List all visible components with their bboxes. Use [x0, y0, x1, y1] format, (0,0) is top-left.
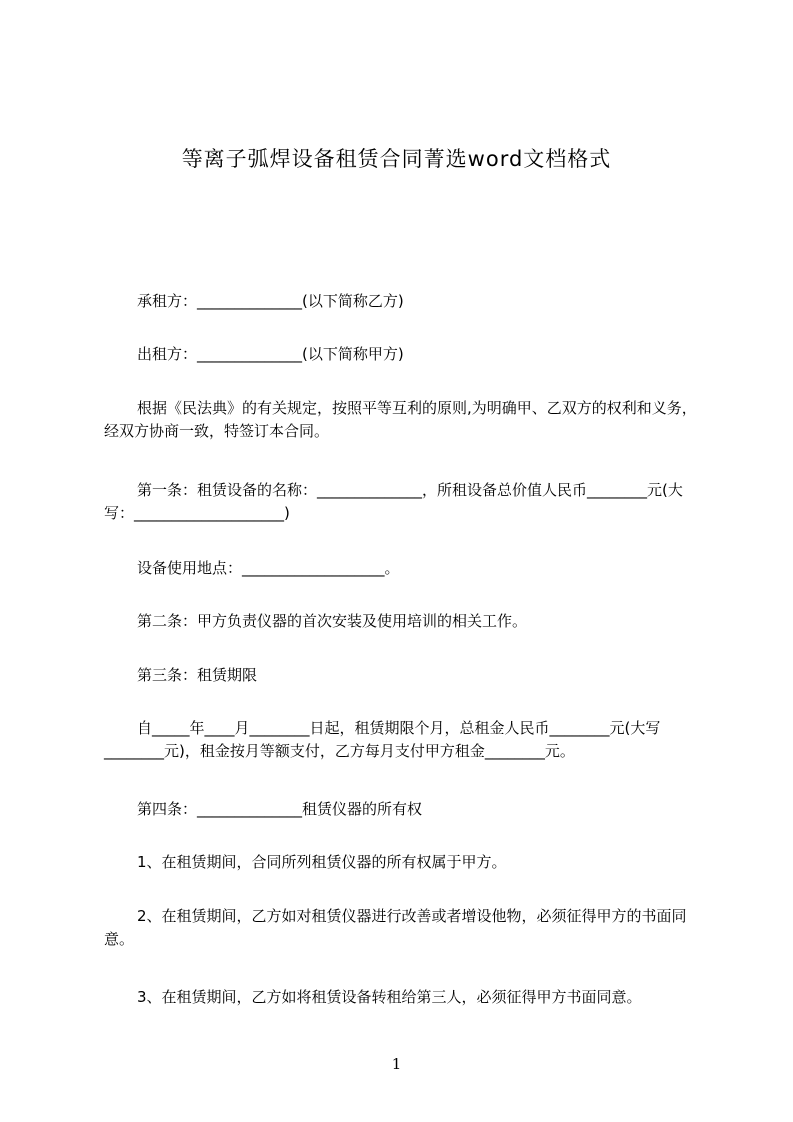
- article-4-heading: 第四条：______________租赁仪器的所有权: [137, 800, 423, 818]
- ownership-clause-2: 2、在租赁期间，乙方如对租赁仪器进行改善或者增设他物，必须征得甲方的书面同意。: [104, 907, 687, 948]
- lease-term-paragraph: 自_____年____月________日起，租赁期限个月，总租金人民币________元(大写________元)，租金按月等额支付，乙方每月支付甲方租金________元。: [104, 719, 661, 760]
- lessee-line: 承租方：______________(以下简称乙方): [137, 292, 404, 310]
- lessor-line: 出租方：______________(以下简称甲方): [137, 345, 404, 363]
- article-1-paragraph: 第一条：租赁设备的名称：______________，所租设备总价值人民币________元(大写：____________________): [104, 481, 683, 522]
- article-2-paragraph: 第二条：甲方负责仪器的首次安装及使用培训的相关工作。: [137, 612, 528, 630]
- ownership-clause-1: 1、在租赁期间，合同所列租赁仪器的所有权属于甲方。: [137, 853, 507, 871]
- usage-location-line: 设备使用地点：___________________。: [137, 559, 400, 577]
- article-3-heading: 第三条：租赁期限: [137, 666, 258, 684]
- ownership-clause-3: 3、在租赁期间，乙方如将租赁设备转租给第三人，必须征得甲方书面同意。: [137, 988, 642, 1006]
- document-title: 等离子弧焊设备租赁合同菁选word文档格式: [181, 147, 612, 171]
- preamble-paragraph: 根据《民法典》的有关规定，按照平等互利的原则,为明确甲、乙双方的权利和义务，经双方协商一致，特签订本合同。: [104, 399, 697, 440]
- page-number: 1: [391, 1055, 402, 1073]
